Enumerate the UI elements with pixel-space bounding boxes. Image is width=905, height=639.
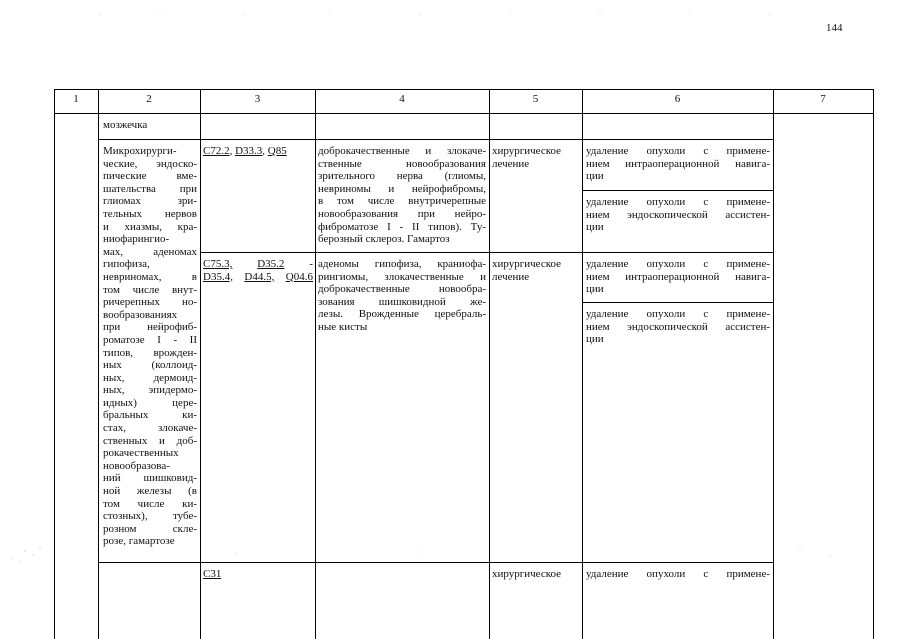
icd-codes-1: C72.2, D33.3, Q85 <box>203 145 287 157</box>
page-number: 144 <box>826 22 843 34</box>
text-line: ные кисты <box>318 320 368 333</box>
text-line: гипофиза, <box>103 258 150 271</box>
text-line: вообразованиях <box>103 308 178 321</box>
text-line: доброкачественные новообра- <box>318 283 486 296</box>
text-line: ний шишковид- <box>103 472 197 485</box>
text-line: удаление опухоли с примене- <box>586 258 770 270</box>
text-line: ции <box>586 221 604 234</box>
text-line: стозных), тубе- <box>103 510 197 523</box>
text-line: ных, дермоид- <box>103 371 197 384</box>
text-line: в том числе внутричерепные <box>318 195 486 208</box>
text-line: нием эндоскопической ассистен- <box>586 320 770 333</box>
text-line: ричерепных но- <box>103 296 197 309</box>
method-2b <box>586 308 770 346</box>
subgroup-rule <box>200 252 773 253</box>
method-1b <box>586 196 770 234</box>
text-line: пические вме- <box>103 170 197 183</box>
text-line: и хиазмы, кра- <box>103 220 197 233</box>
method-3: удаление опухоли с примене- <box>586 568 770 580</box>
treatment-type-1 <box>492 145 580 170</box>
icd-code-link[interactable]: C31 <box>203 568 222 580</box>
icd-code-link[interactable]: Q85 <box>267 145 287 157</box>
text-line: ции <box>586 170 604 183</box>
text-line: ных, эпидермо- <box>103 384 197 397</box>
col-divider <box>315 89 316 639</box>
text-line: типов, врожден- <box>103 346 197 359</box>
method-1a <box>586 145 770 183</box>
text-line: удаление опухоли с примене- <box>586 308 770 320</box>
header-bottom-rule <box>54 113 873 114</box>
text-line: глиомах зри- <box>103 195 197 208</box>
text-line: идных) цере- <box>103 396 197 409</box>
text-line: новообразования при нейро- <box>318 207 486 220</box>
text-line: фиброматозе I - II типов). Ту- <box>318 220 486 233</box>
text-line: Микрохирурги- <box>103 145 177 157</box>
header-col-2: 2 <box>146 93 152 105</box>
icd-code-link[interactable]: C75.3, <box>203 258 233 270</box>
icd-code-link[interactable]: Q04.6 <box>285 270 313 283</box>
text-line: ственных и доб- <box>103 434 197 447</box>
text-line: лезы. Врожденные церебраль- <box>318 308 486 321</box>
header-col-1: 1 <box>73 93 79 105</box>
header-col-6: 6 <box>674 93 681 105</box>
text-line: том числе внут- <box>103 283 197 296</box>
icd-code-link[interactable]: D35.2 <box>257 258 285 270</box>
table-border-top <box>54 89 873 90</box>
treatment-type-3: хирургическое <box>492 568 562 580</box>
text-line: при нейрофиб- <box>103 321 197 334</box>
text-line: зрительного нерва (глиомы, <box>318 170 486 183</box>
method-rule <box>582 190 773 191</box>
text-line: доброкачественные и злокаче- <box>318 145 486 157</box>
text-line: ниофарингио- <box>103 233 170 246</box>
text-line: невриномах, в <box>103 270 197 283</box>
icd-code-c31 <box>203 568 221 581</box>
intervention-description <box>103 145 197 548</box>
cerebellum-text: мозжечка <box>103 119 148 131</box>
text-line: рингиомы, злокачественные и <box>318 270 486 283</box>
text-line: зования шишковидной же- <box>318 295 486 308</box>
text-line: тельных нервов <box>103 207 197 220</box>
text-line: аденомы гипофиза, краниофа- <box>318 258 486 270</box>
codes-line <box>203 271 313 284</box>
text-line: ческие, эндоско- <box>103 157 197 170</box>
text-line: хирургическое <box>492 145 562 157</box>
header-col-7: 7 <box>820 93 826 105</box>
dash: - <box>309 258 313 270</box>
text-line: нием интраоперационной навига- <box>586 157 770 170</box>
diagnosis-description-2 <box>318 258 486 334</box>
text-line: рокачественных <box>103 447 179 460</box>
text-line: шательства при <box>103 182 197 195</box>
treatment-type-2 <box>492 258 580 283</box>
icd-code-link[interactable]: D44.5, <box>244 270 275 283</box>
col-divider <box>98 89 99 639</box>
icd-codes-2 <box>203 258 313 283</box>
header-col-3: 3 <box>254 93 261 105</box>
text-line: розном скле- <box>103 522 197 535</box>
text-line: нием эндоскопической ассистен- <box>586 208 770 221</box>
diagnosis-description-1 <box>318 145 486 246</box>
text-line: ственные новообразования <box>318 157 486 170</box>
text-line: удаление опухоли с примене- <box>586 196 770 208</box>
text-line: мах, аденомах <box>103 245 197 258</box>
col-divider <box>200 89 201 639</box>
text-line: лечение <box>492 157 530 170</box>
text-line: лечение <box>492 270 530 283</box>
col-divider <box>773 89 774 639</box>
text-line: ции <box>586 333 604 346</box>
method-rule <box>582 302 773 303</box>
codes-line <box>203 258 313 271</box>
text-line: ции <box>586 283 604 296</box>
text-line: нием интраоперационной навига- <box>586 270 770 283</box>
row-rule <box>98 562 773 563</box>
row-rule <box>98 139 773 140</box>
text-line: том числе ки- <box>103 497 197 510</box>
icd-code-link[interactable]: C72.2 <box>203 145 230 157</box>
text-line: розе, гамартозе <box>103 535 175 548</box>
text-line: новообразова- <box>103 459 170 472</box>
table-border-left <box>54 89 55 639</box>
text-line: невриномы и нейрофибромы, <box>318 182 486 195</box>
header-col-4: 4 <box>399 93 405 105</box>
icd-code-link[interactable]: D35.4, <box>203 270 233 283</box>
col-divider <box>582 89 583 639</box>
method-2a <box>586 258 770 296</box>
text-line: удаление опухоли с примене- <box>586 145 770 157</box>
table-border-right <box>873 89 874 639</box>
text-line: хирургическое <box>492 258 562 270</box>
col-divider <box>489 89 490 639</box>
text-line: бральных ки- <box>103 409 197 422</box>
text-line: ных (коллоид- <box>103 359 197 372</box>
icd-code-link[interactable]: D33.3 <box>235 145 263 157</box>
text-line: берозный склероз. Гамартоз <box>318 233 450 246</box>
text-line: роматозе I - II <box>103 333 197 346</box>
text-line: стах, злокаче- <box>103 422 197 435</box>
text-line: ной железы (в <box>103 485 197 498</box>
header-col-5: 5 <box>532 93 539 105</box>
